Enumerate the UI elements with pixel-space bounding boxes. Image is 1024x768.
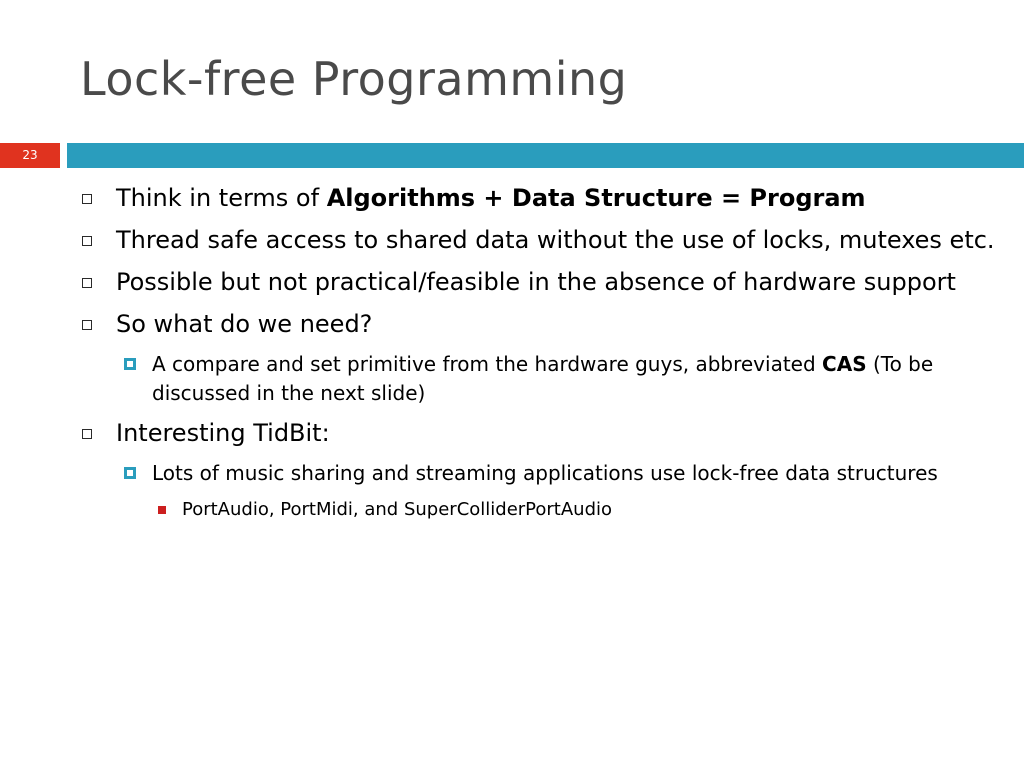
bullet-thread-safe [0, 224, 996, 257]
slide-title: Lock-free Programming [80, 52, 628, 106]
slide-number: 23 [0, 143, 60, 168]
hollow-square-bullet-icon [82, 429, 92, 439]
bullet-hardware-support [0, 266, 996, 299]
title-banner [0, 143, 1024, 168]
bullet-text: Interesting TidBit: [116, 419, 330, 447]
bullet-algorithms [0, 182, 996, 215]
bullet-text: PortAudio, PortMidi, and SuperColliderPortAudio [182, 499, 613, 520]
bullet-text: Lots of music sharing and streaming applications use lock-free data structures [152, 461, 938, 485]
bullet-tidbit [0, 417, 996, 450]
bullet-text: Thread safe access to shared data without the use of locks, mutexes etc. [116, 226, 995, 254]
hollow-square-bullet-icon [82, 236, 92, 246]
bullet-what-do-we-need [0, 308, 996, 341]
bullet-text: A compare and set primitive from the hardware guys, abbreviated [152, 352, 823, 376]
red-square-bullet-icon [158, 506, 166, 514]
hollow-square-bullet-icon [82, 194, 92, 204]
subbullet-music-apps [0, 459, 972, 488]
bullet-bold-text: Algorithms + Data Structure = Program [326, 184, 866, 212]
bullet-bold-text: CAS [822, 352, 867, 376]
filled-square-bullet-icon [124, 358, 136, 370]
bullet-text: (To be discussed in the next slide) [152, 352, 934, 405]
accent-bar [67, 143, 1024, 168]
bullet-list [0, 182, 1024, 531]
filled-square-bullet-icon [124, 467, 136, 479]
bullet-text: Possible but not practical/feasible in the absence of hardware support [116, 268, 956, 296]
hollow-square-bullet-icon [82, 320, 92, 330]
subsubbullet-portaudio [0, 497, 982, 523]
bullet-text: So what do we need? [116, 310, 373, 338]
bullet-text: Think in terms of [116, 184, 327, 212]
hollow-square-bullet-icon [82, 278, 92, 288]
subbullet-cas [0, 350, 972, 408]
